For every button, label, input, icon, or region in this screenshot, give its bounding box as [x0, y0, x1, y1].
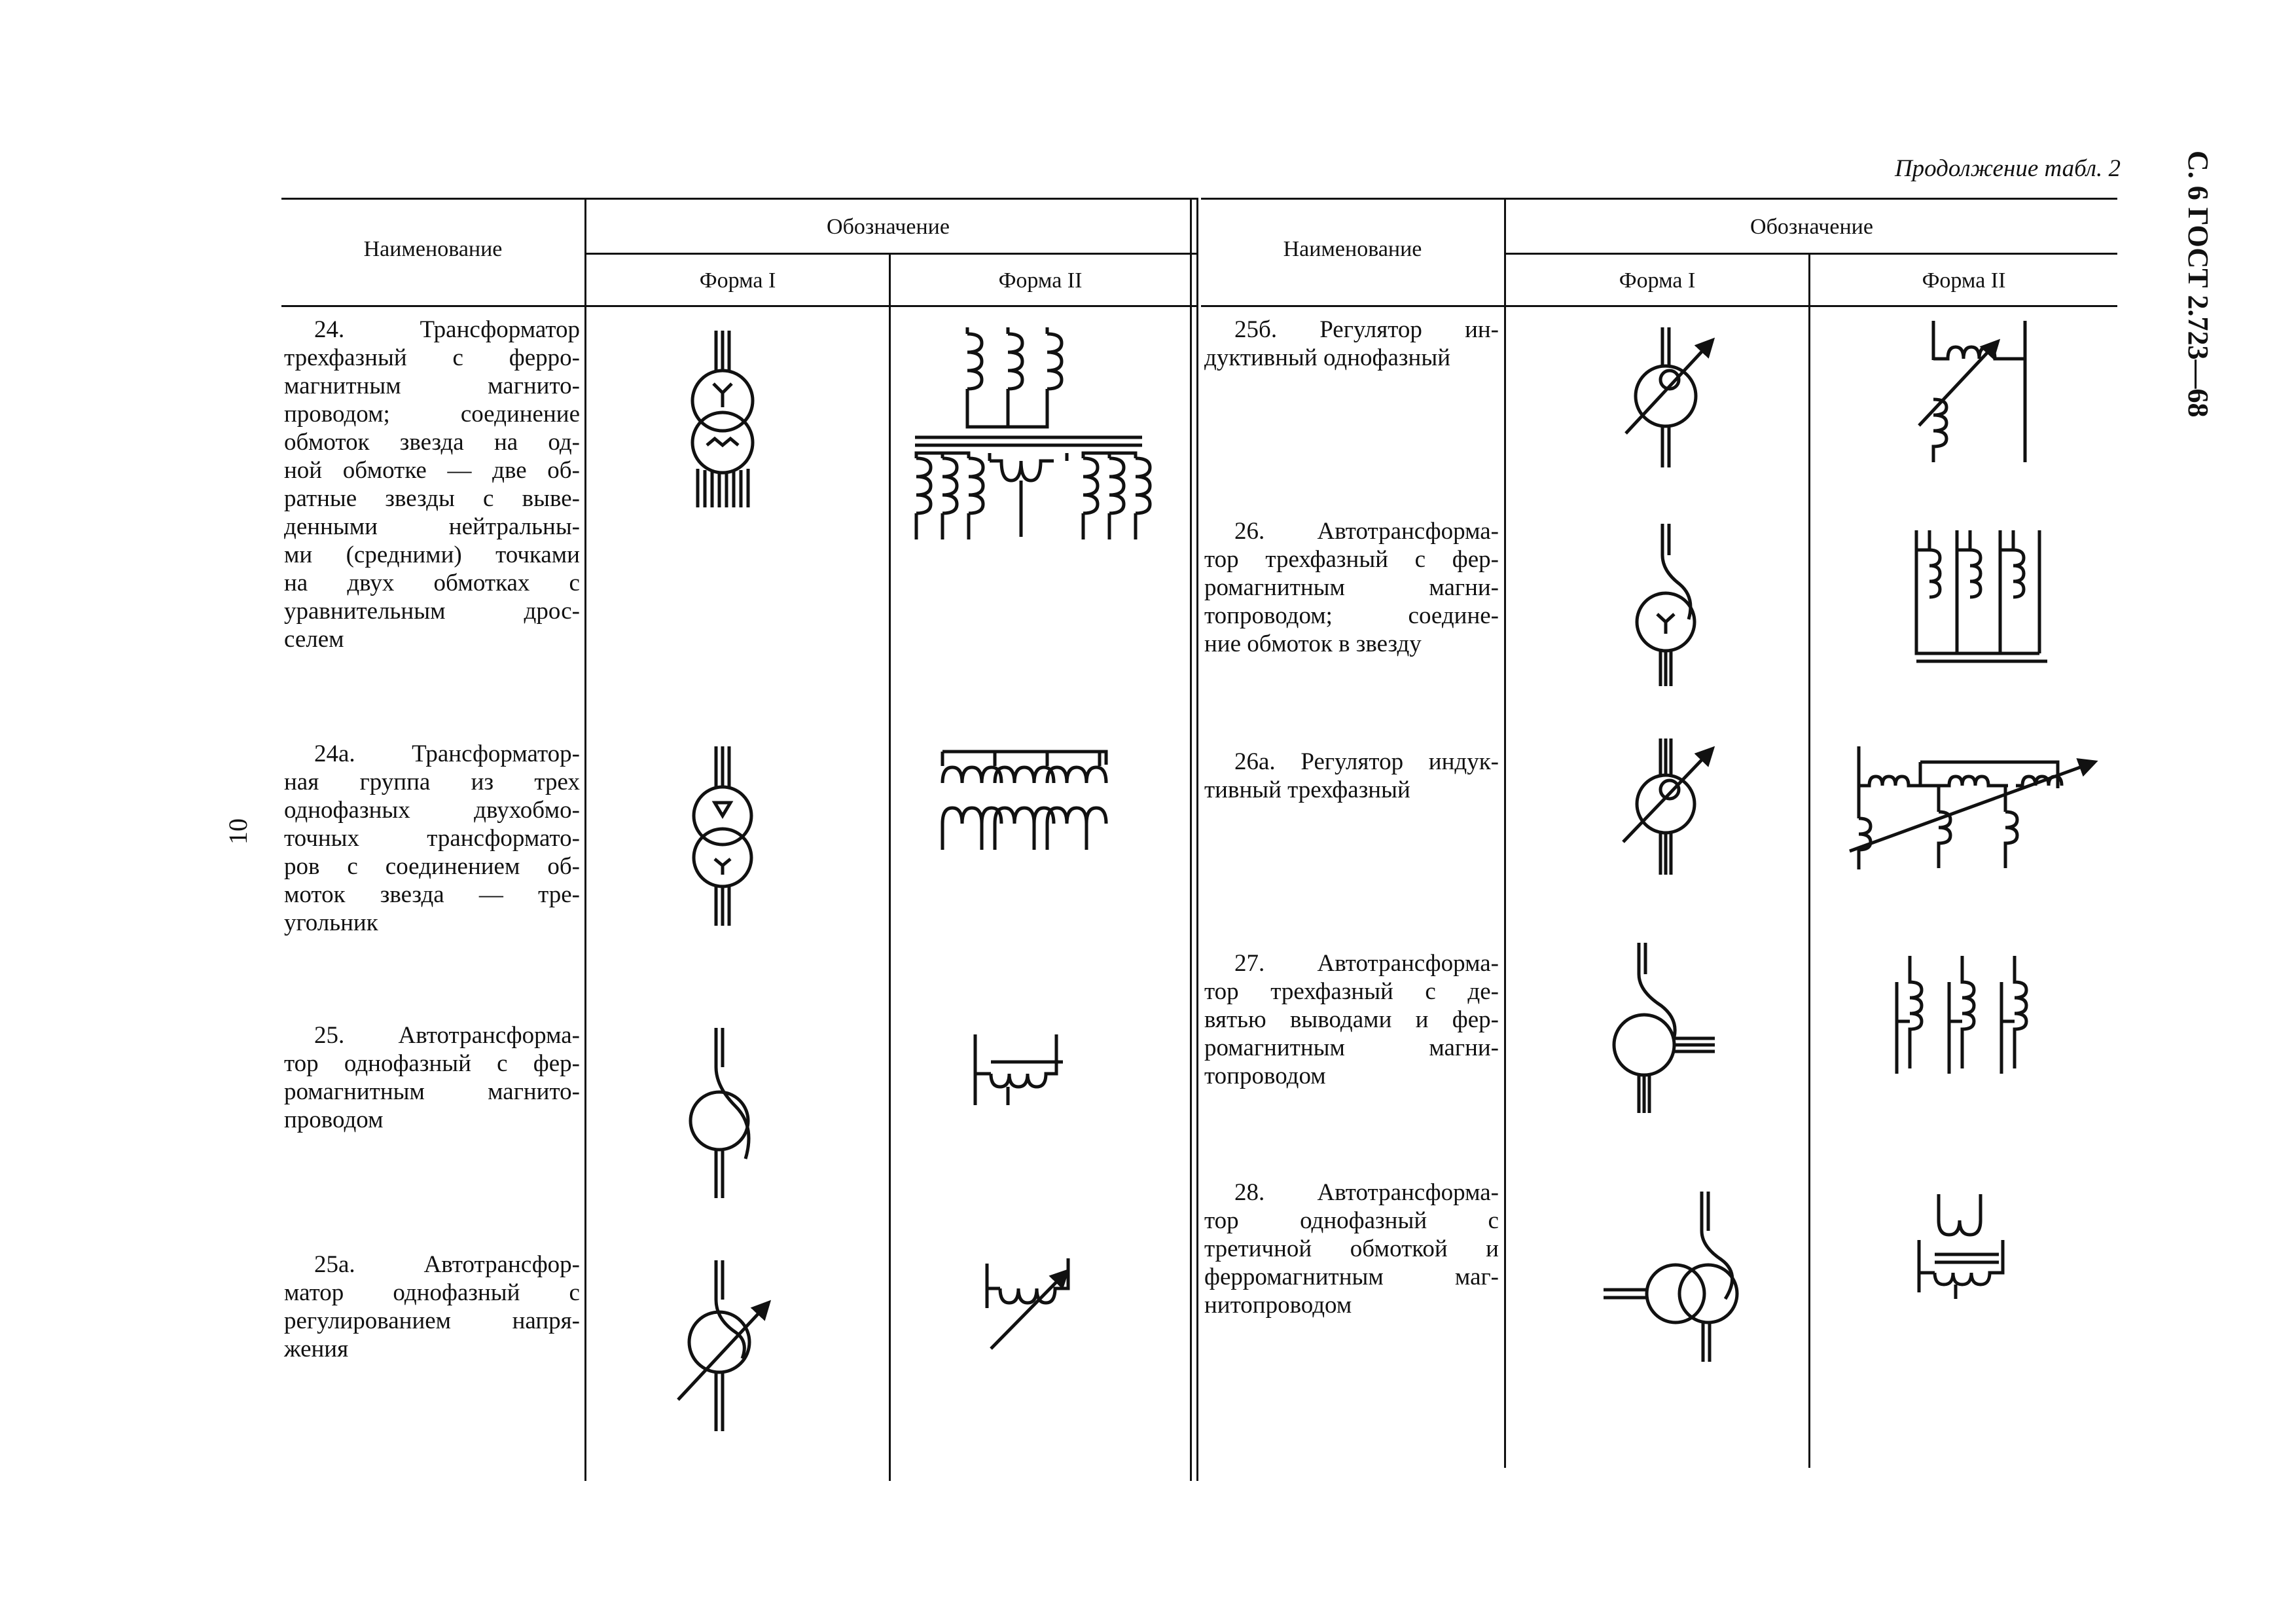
name-line: 25б. Регулятор ин- [1234, 316, 1499, 343]
name-line: ромагнитным магни- [1204, 574, 1499, 601]
header-form1-right: Форма I [1619, 268, 1696, 293]
name-line: проводом; соединение [284, 401, 580, 428]
header-form1-left: Форма I [699, 268, 776, 293]
name-line: регулированием напря- [284, 1307, 580, 1334]
name-line: матор однофазный с [284, 1279, 580, 1306]
standard-header-text: С. 6 ГОСТ 2.723—68 [2182, 151, 2214, 418]
header-name-left: Наименование [363, 237, 503, 261]
name-line: селем [284, 626, 344, 653]
name-line: нитопроводом [1204, 1292, 1352, 1319]
name-line: ние обмоток в звезду [1204, 630, 1422, 657]
name-line: ная группа из трех [284, 769, 580, 795]
name-line: топроводом; соедине- [1204, 602, 1499, 629]
name-line: ромагнитным магни- [1204, 1034, 1499, 1061]
autotransformer-3ph-star-form1 [1637, 524, 1695, 686]
name-line: однофазных двухобмо- [284, 797, 580, 824]
transformer-group-star-delta-form2 [942, 752, 1106, 850]
autotransformer-1ph-regulated-form2 [987, 1258, 1068, 1349]
inductive-regulator-3ph-form2 [1850, 746, 2094, 869]
name-line: точных трансформато- [284, 825, 580, 852]
autotransformer-1ph-tertiary-form2 [1919, 1194, 2003, 1299]
header-name-right: Наименование [1283, 237, 1422, 261]
autotransformer-3ph-nine-leads-form2 [1897, 956, 2026, 1074]
name-line: обмоток звезда на од- [284, 429, 580, 456]
inductive-regulator-1ph-form2 [1919, 321, 2025, 462]
name-line: жения [284, 1336, 349, 1362]
name-line: трехфазный с ферро- [284, 344, 580, 371]
name-line: 25. Автотрансформа- [314, 1022, 580, 1049]
name-line: денными нейтральны- [284, 513, 580, 540]
name-line: третичной обмоткой и [1204, 1235, 1499, 1262]
continuation-title: Продолжение табл. 2 [1894, 155, 2121, 182]
name-line: ной обмотке — две об- [284, 457, 580, 484]
name-line: 27. Автотрансформа- [1234, 950, 1499, 977]
autotransformer-1ph-regulated-form1 [678, 1260, 768, 1431]
name-line: ров с соединением об- [284, 853, 580, 880]
name-line: вятью выводами и фер- [1204, 1006, 1499, 1033]
page-number-text: 10 [223, 818, 253, 845]
name-line: 24. Трансформатор [314, 316, 580, 343]
name-line: 25а. Автотрансфор- [314, 1251, 580, 1278]
autotransformer-3ph-nine-leads-form1 [1614, 943, 1715, 1113]
header-designation-left: Обозначение [827, 215, 950, 239]
name-line: тор трехфазный с де- [1204, 978, 1499, 1005]
autotransformer-1ph-tertiary-form1 [1604, 1192, 1737, 1362]
name-line: 26. Автотрансформа- [1234, 518, 1499, 545]
name-line: тор однофазный с фер- [284, 1050, 580, 1077]
autotransformer-1ph-form1 [691, 1028, 749, 1198]
header-form2-right: Форма II [1922, 268, 2006, 293]
name-line: магнитным магнито- [284, 373, 580, 399]
name-line: тивный трехфазный [1204, 776, 1410, 803]
inductive-regulator-1ph-form1 [1626, 327, 1712, 467]
name-line: топроводом [1204, 1063, 1326, 1089]
name-line: тор трехфазный с фер- [1204, 546, 1499, 573]
name-line: ферромагнитным маг- [1204, 1264, 1499, 1290]
name-line: ми (средними) точками [284, 541, 580, 568]
name-line: 28. Автотрансформа- [1234, 1179, 1499, 1206]
name-line: уравнительным дрос- [284, 598, 580, 625]
name-line: на двух обмотках с [284, 570, 580, 596]
transformer-3ph-star-double-star-form2 [915, 327, 1150, 539]
autotransformer-1ph-form2 [975, 1034, 1063, 1105]
header-form2-left: Форма II [998, 268, 1083, 293]
autotransformer-3ph-star-form2 [1916, 530, 2047, 661]
transformer-3ph-star-double-star-form1 [692, 331, 753, 507]
inductive-regulator-3ph-form1 [1623, 739, 1712, 875]
name-line: 24а. Трансформатор- [314, 740, 580, 767]
name-line: дуктивный однофазный [1204, 344, 1450, 371]
name-line: ромагнитным магнито- [284, 1078, 580, 1105]
name-line: 26а. Регулятор индук- [1234, 748, 1499, 775]
name-line: угольник [284, 909, 378, 936]
name-line: ратные звезды с выве- [284, 485, 580, 512]
name-line: тор однофазный с [1204, 1207, 1499, 1234]
header-designation-right: Обозначение [1750, 215, 1873, 239]
name-line: моток звезда — тре- [284, 881, 580, 908]
transformer-group-star-delta-form1 [694, 746, 751, 926]
name-line: проводом [284, 1106, 384, 1133]
